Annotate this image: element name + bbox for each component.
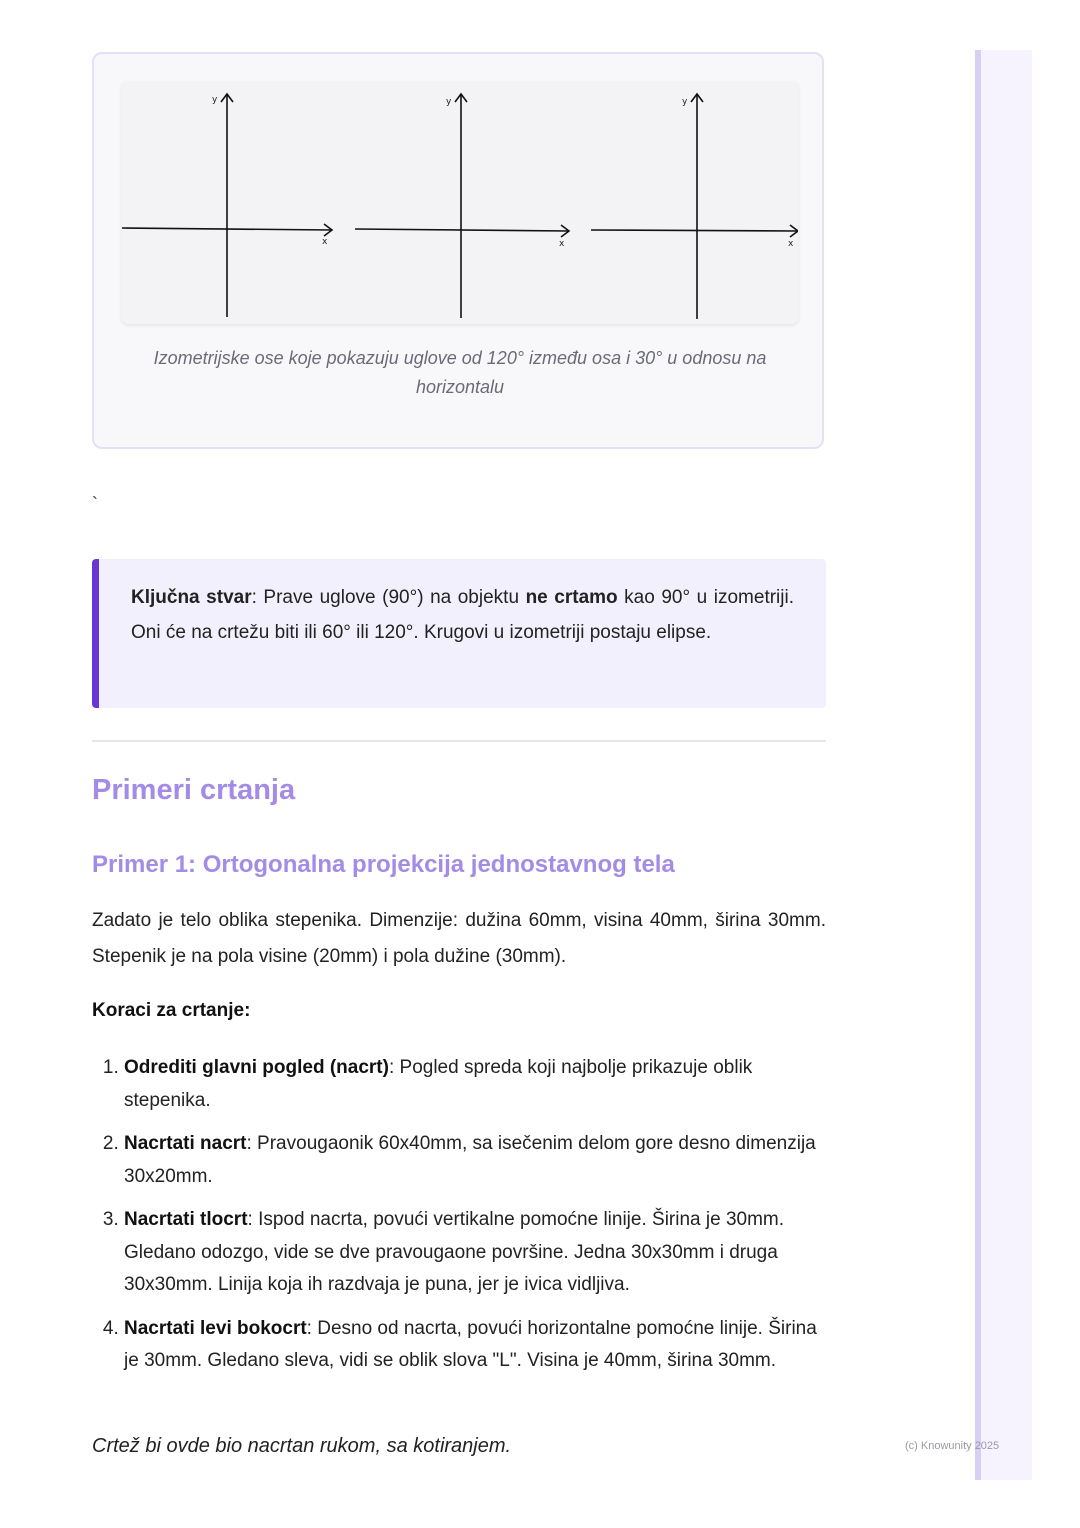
callout-text-part-1: : Prave uglove (90°) na objektu xyxy=(251,587,526,608)
x-axis-2 xyxy=(355,229,569,231)
y-label-1: y xyxy=(212,95,218,105)
axes-diagram xyxy=(122,82,798,324)
y-label-3: y xyxy=(682,97,688,107)
callout-text xyxy=(131,580,794,650)
callout-key-label: Ključna stvar xyxy=(131,587,252,608)
right-margin-panel xyxy=(975,50,1032,1480)
step-title: Odrediti glavni pogled (nacrt) xyxy=(124,1057,389,1078)
example-intro: Zadato je telo oblika stepenika. Dimenzije: dužina 60mm, visina 40mm, širina 30mm. Stepenik je na pola visine (20mm) i pola dužine (30mm). xyxy=(92,910,826,967)
callout-emphasis: ne crtamo xyxy=(525,587,618,608)
list-item xyxy=(124,1204,826,1302)
step-text: : Desno od nacrta, povući horizontalne pomoćne linije. Širina je 30mm. Gledano sleva, vidi se oblik slova "L". Visina je 40mm, širina 30mm. xyxy=(124,1317,817,1371)
section-title: Primeri crtanja xyxy=(92,774,296,806)
step-text: : Pogled spreda koji najbolje prikazuje oblik stepenika. xyxy=(124,1057,753,1111)
step-text: : Ispod nacrta, povući vertikalne pomoćne linije. Širina je 30mm. Gledano odozgo, vide se dve pravougaone površine. Jedna 30x30mm i druga 30x30mm. Linija koja ih razdvaja je puna, jer je ivica vidljiva. xyxy=(124,1209,785,1295)
step-title: Nacrtati levi bokocrt xyxy=(124,1317,307,1339)
section-divider xyxy=(92,740,826,742)
list-item xyxy=(124,1313,826,1378)
copyright-text: (c) Knowunity 2025 xyxy=(905,1440,1000,1452)
axes-figure xyxy=(122,82,798,324)
step-title: Nacrtati nacrt xyxy=(124,1133,247,1154)
figure-caption: Izometrijske ose koje pokazuju uglove od 120° između osa i 30° u odnosu na horizontalu xyxy=(153,348,767,397)
list-item xyxy=(124,1052,826,1117)
step-title: Nacrtati tlocrt xyxy=(124,1209,248,1230)
stray-mark: ` xyxy=(92,494,98,514)
x-axis-1 xyxy=(122,228,332,230)
x-axis-3 xyxy=(591,230,798,231)
x-label-3: x xyxy=(788,239,794,249)
steps-label: Koraci za crtanje: xyxy=(92,1000,251,1021)
y-label-2: y xyxy=(446,97,452,107)
steps-list xyxy=(92,1052,826,1389)
right-margin-rule xyxy=(975,50,981,1480)
x-label-2: x xyxy=(559,239,565,249)
example-title: Primer 1: Ortogonalna projekcija jednostavnog tela xyxy=(92,851,675,878)
step-text: : Pravougaonik 60x40mm, sa isečenim delom gore desno dimenzija 30x20mm. xyxy=(124,1133,816,1187)
key-point-callout xyxy=(92,559,826,708)
list-item xyxy=(124,1128,826,1193)
closing-note: Crtež bi ovde bio nacrtan rukom, sa kotiranjem. xyxy=(92,1435,512,1457)
x-label-1: x xyxy=(322,237,328,247)
figure-card xyxy=(92,52,824,449)
callout-text-part-2: kao 90° u izometriji. Oni će na crtežu biti ili 60° ili 120°. Krugovi u izometriji postaju elipse. xyxy=(131,587,794,643)
